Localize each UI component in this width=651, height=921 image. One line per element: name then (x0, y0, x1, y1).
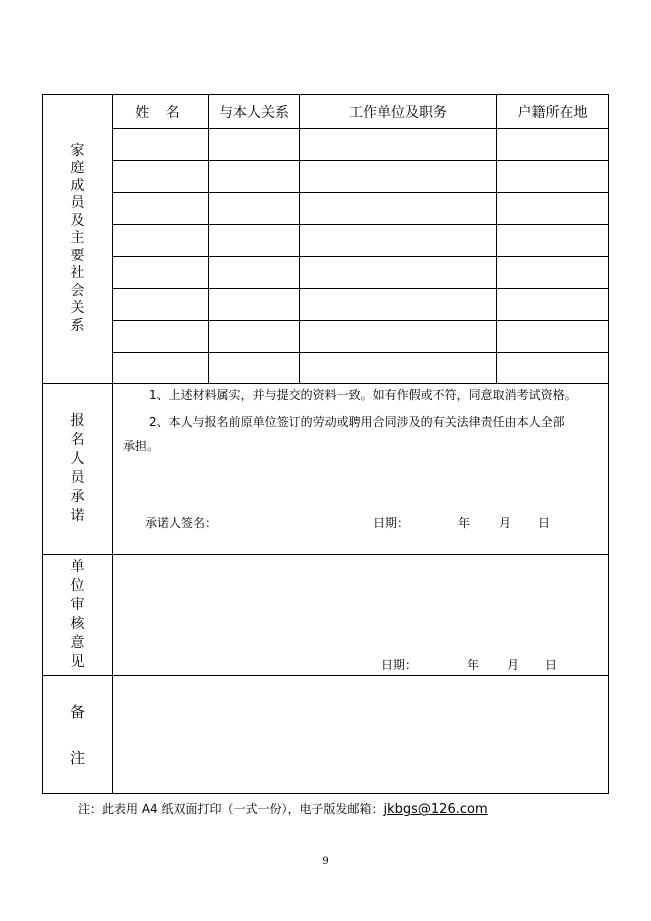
footer-email-link[interactable]: jkbgs@126.com (383, 802, 488, 817)
column-header-relation: 与本人关系 (209, 95, 300, 129)
pledge-month-label: 月 (499, 516, 512, 530)
family-relation-cell[interactable] (209, 321, 300, 353)
family-workplace-cell[interactable] (300, 321, 497, 353)
family-workplace-cell[interactable] (300, 225, 497, 257)
review-section-label-cell (43, 555, 113, 676)
review-year-label: 年 (467, 658, 480, 672)
family-name-cell[interactable] (113, 257, 209, 289)
family-name-cell[interactable] (113, 129, 209, 161)
review-date-label: 日期： (381, 658, 418, 672)
family-name-cell[interactable] (113, 289, 209, 321)
pledge-year-label: 年 (458, 516, 471, 530)
family-row (43, 193, 609, 225)
registration-form-table (42, 94, 609, 794)
family-household-cell[interactable] (497, 257, 609, 289)
signature-label: 承诺人签名： (145, 516, 218, 530)
family-household-cell[interactable] (497, 193, 609, 225)
family-section-label-cell (43, 95, 113, 384)
family-name-cell[interactable] (113, 193, 209, 225)
review-month-label: 月 (507, 658, 520, 672)
family-row (43, 289, 609, 321)
pledge-section-label-cell (43, 384, 113, 555)
pledge-day-label: 日 (538, 516, 551, 530)
family-row (43, 353, 609, 384)
remarks-section-label: 备注 (69, 702, 85, 767)
review-row (43, 555, 609, 676)
family-household-cell[interactable] (497, 225, 609, 257)
pledge-date-label: 日期： (373, 516, 410, 530)
family-row (43, 321, 609, 353)
pledge-line-3: 承担。 (123, 439, 160, 453)
family-household-cell[interactable] (497, 129, 609, 161)
family-name-cell[interactable] (113, 353, 209, 384)
family-row (43, 129, 609, 161)
family-workplace-cell[interactable] (300, 353, 497, 384)
family-household-cell[interactable] (497, 161, 609, 193)
column-header-household: 户籍所在地 (497, 95, 609, 129)
family-relation-cell[interactable] (209, 161, 300, 193)
family-relation-cell[interactable] (209, 129, 300, 161)
column-header-name: 姓 名 (113, 95, 209, 129)
family-relation-cell[interactable] (209, 225, 300, 257)
page-number: 9 (322, 856, 329, 867)
review-content-cell[interactable] (113, 555, 609, 676)
family-relation-cell[interactable] (209, 289, 300, 321)
family-row (43, 225, 609, 257)
family-row (43, 161, 609, 193)
remarks-content-cell[interactable] (113, 676, 609, 794)
column-header-workplace: 工作单位及职务 (300, 95, 497, 129)
family-row (43, 257, 609, 289)
family-name-cell[interactable] (113, 161, 209, 193)
family-household-cell[interactable] (497, 321, 609, 353)
family-workplace-cell[interactable] (300, 257, 497, 289)
family-workplace-cell[interactable] (300, 193, 497, 225)
family-relation-cell[interactable] (209, 353, 300, 384)
footer-note-text: 注：此表用 A4 纸双面打印（一式一份），电子版发邮箱： (78, 802, 384, 816)
family-workplace-cell[interactable] (300, 289, 497, 321)
family-name-cell[interactable] (113, 321, 209, 353)
remarks-section-label-cell (43, 676, 113, 794)
family-workplace-cell[interactable] (300, 129, 497, 161)
family-name-cell[interactable] (113, 225, 209, 257)
pledge-row (43, 384, 609, 555)
family-section-label: 家庭成员及主要社会关系 (70, 142, 85, 334)
review-section-label: 单位审核意见 (70, 559, 85, 670)
pledge-section-label: 报名人员承诺 (70, 413, 85, 524)
family-household-cell[interactable] (497, 353, 609, 384)
pledge-content-cell[interactable] (113, 384, 609, 555)
pledge-line-2: 2、本人与报名前原单位签订的劳动或聘用合同涉及的有关法律责任由本人全部 (149, 415, 565, 429)
family-workplace-cell[interactable] (300, 161, 497, 193)
family-relation-cell[interactable] (209, 193, 300, 225)
review-day-label: 日 (545, 658, 558, 672)
remarks-row (43, 676, 609, 794)
family-header-row (43, 95, 609, 129)
pledge-line-1: 1、上述材料属实，并与提交的资料一致。如有作假或不符，同意取消考试资格。 (149, 388, 577, 402)
family-household-cell[interactable] (497, 289, 609, 321)
footer-note (78, 800, 488, 817)
family-relation-cell[interactable] (209, 257, 300, 289)
